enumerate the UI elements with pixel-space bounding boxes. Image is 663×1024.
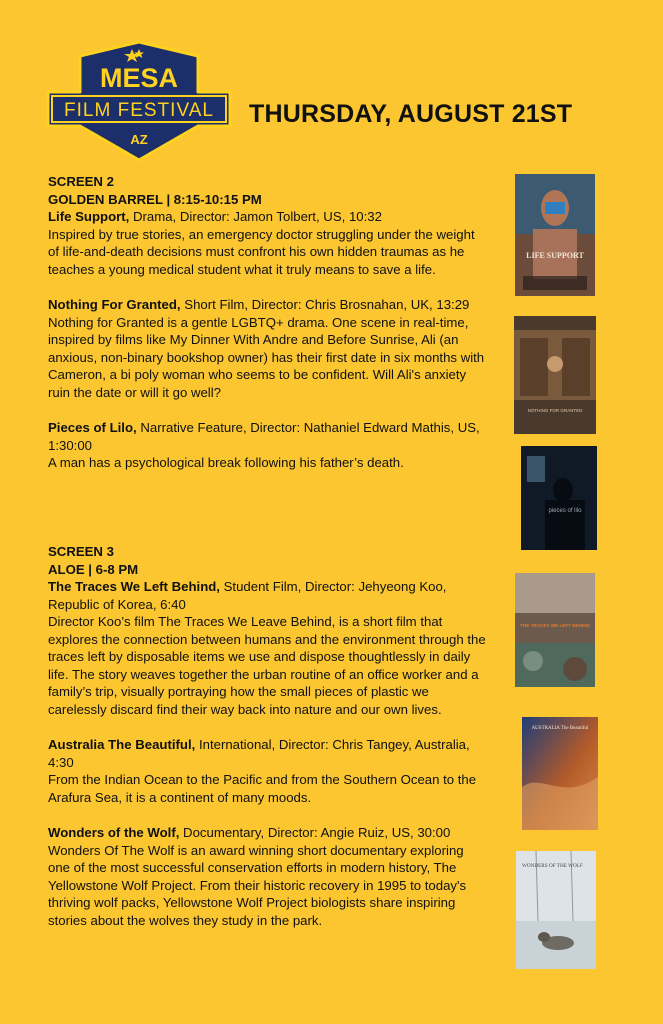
film-title: Nothing For Granted, <box>48 297 181 312</box>
poster-title: pieces of lilo <box>548 508 582 514</box>
screen-label: SCREEN 2 <box>48 174 114 189</box>
film-entry <box>48 419 488 472</box>
poster-title: NOTHING FOR GRANTED <box>527 408 583 413</box>
film-entry <box>48 208 488 278</box>
film-details: International, Director: Chris Tangey, Australia, 4:30 <box>48 737 470 770</box>
film-entry <box>48 296 488 401</box>
film-description: Wonders Of The Wolf is an award winning short documentary exploring one of the most successful conservation efforts in modern history, The Yellowstone Wolf Project. From their historic recovery in 1995 to today's thriving wolf packs, Yellowstone Wolf Project biologists share inspiring stories about the wolves they study in the park. <box>48 842 467 928</box>
logo-word-top: MESA <box>99 63 179 93</box>
film-title: Life Support, <box>48 209 130 224</box>
poster-life-support <box>515 174 595 296</box>
festival-logo <box>44 40 234 162</box>
poster-title: LIFE SUPPORT <box>526 251 584 260</box>
film-title: Australia The Beautiful, <box>48 737 196 752</box>
logo-word-middle: FILM FESTIVAL <box>64 100 214 121</box>
film-description: Nothing for Granted is a gentle LGBTQ+ drama. One scene in real-time, inspired by films like My Dinner With Andre and Before Sunrise, Ali (an anxious, non-binary bookshop owner) has their first date in six months with Cameron, a bi poly woman who seems to be confident. Will Ali's anxiety ruin the date or will it go well? <box>48 314 485 400</box>
poster-title: WONDERS OF THE WOLF <box>522 863 583 869</box>
film-entry <box>48 824 488 929</box>
film-title: The Traces We Left Behind, <box>48 579 220 594</box>
block-label: GOLDEN BARREL | 8:15-10:15 PM <box>48 191 262 207</box>
screen-label: SCREEN 3 <box>48 544 114 559</box>
poster-title: AUSTRALIA The Beautiful <box>531 726 589 731</box>
film-details: Documentary, Director: Angie Ruiz, US, 30:00 <box>179 825 451 840</box>
film-details: Drama, Director: Jamon Tolbert, US, 10:32 <box>129 209 382 224</box>
film-description: From the Indian Ocean to the Pacific and from the Southern Ocean to the Arafura Sea, it is a continent of many moods. <box>48 772 477 805</box>
film-entry <box>48 578 488 718</box>
poster-wonders-of-the-wolf <box>516 851 596 969</box>
poster-pieces-of-lilo <box>521 446 597 550</box>
date-heading: THURSDAY, AUGUST 21ST <box>249 100 573 128</box>
film-entry <box>48 736 488 806</box>
screen-3-section <box>48 543 488 929</box>
poster-traces-we-left-behind <box>515 573 595 687</box>
poster-nothing-for-granted <box>514 316 596 434</box>
logo-word-bottom: AZ <box>130 132 148 147</box>
film-title: Pieces of Lilo, <box>48 420 137 435</box>
film-details: Short Film, Director: Chris Brosnahan, UK, 13:29 <box>180 297 470 312</box>
poster-australia-the-beautiful <box>522 717 598 830</box>
film-title: Wonders of the Wolf, <box>48 825 180 840</box>
poster-title: THE TRACES WE LEFT BEHIND <box>520 623 590 628</box>
film-description: Inspired by true stories, an emergency doctor struggling under the weight of life-and-death decisions must confront his own hidden traumas as he teaches a young medical student what it truly means to save a life. <box>48 226 475 277</box>
screen-2-section <box>48 173 488 472</box>
film-details: Student Film, Director: Jehyeong Koo, Republic of Korea, 6:40 <box>48 579 447 612</box>
block-label: ALOE | 6-8 PM <box>48 561 139 577</box>
film-details: Narrative Feature, Director: Nathaniel Edward Mathis, US, 1:30:00 <box>48 420 480 453</box>
film-description: Director Koo’s film The Traces We Leave Behind, is a short film that explores the connection between humans and the environment through the traces left by disposable items we use and dispose thoughtlessly in daily life. The story weaves together the urban routine of an office worker and a family’s trip, visually portraying how the small pieces of plastic we carelessly discard find their way back into nature and our own lives. <box>48 614 486 717</box>
film-description: A man has a psychological break following his father’s death. <box>48 455 404 470</box>
